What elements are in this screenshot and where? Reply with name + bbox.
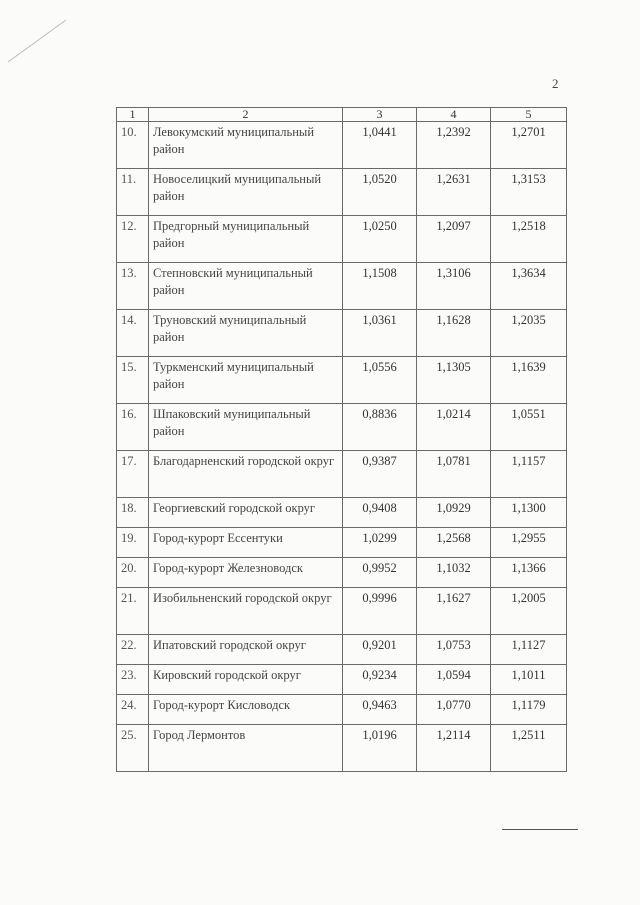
municipality-name: Предгорный муниципальный район (149, 216, 343, 263)
value-col-4: 1,0929 (417, 498, 491, 528)
table-row (117, 310, 567, 357)
table-row (117, 695, 567, 725)
row-number: 20. (117, 558, 149, 588)
value-col-4: 1,0594 (417, 665, 491, 695)
value-col-5: 1,0551 (491, 404, 567, 451)
value-col-4: 1,0770 (417, 695, 491, 725)
municipality-name: Кировский городской округ (149, 665, 343, 695)
municipality-name: Шпаковский муниципальный район (149, 404, 343, 451)
value-col-4: 1,1305 (417, 357, 491, 404)
table-row (117, 216, 567, 263)
value-col-3: 0,9387 (343, 451, 417, 498)
value-col-5: 1,2701 (491, 122, 567, 169)
value-col-4: 1,1032 (417, 558, 491, 588)
row-number: 12. (117, 216, 149, 263)
table-row (117, 588, 567, 635)
municipality-name: Город-курорт Ессентуки (149, 528, 343, 558)
value-col-3: 0,9201 (343, 635, 417, 665)
value-col-5: 1,3153 (491, 169, 567, 216)
row-number: 21. (117, 588, 149, 635)
value-col-3: 0,9952 (343, 558, 417, 588)
municipality-name: Изобильненский городской округ (149, 588, 343, 635)
value-col-4: 1,3106 (417, 263, 491, 310)
municipality-name: Туркменский муниципальный район (149, 357, 343, 404)
header-col-4: 4 (417, 108, 491, 122)
value-col-3: 1,0441 (343, 122, 417, 169)
value-col-4: 1,0781 (417, 451, 491, 498)
value-col-5: 1,1157 (491, 451, 567, 498)
header-col-3: 3 (343, 108, 417, 122)
municipality-name: Георгиевский городской округ (149, 498, 343, 528)
value-col-3: 0,9463 (343, 695, 417, 725)
table-row (117, 558, 567, 588)
table-row (117, 528, 567, 558)
value-col-5: 1,2511 (491, 725, 567, 772)
value-col-3: 0,8836 (343, 404, 417, 451)
value-col-5: 1,1366 (491, 558, 567, 588)
value-col-4: 1,0214 (417, 404, 491, 451)
table-header-row (117, 108, 567, 122)
value-col-3: 1,0299 (343, 528, 417, 558)
page-number: 2 (552, 76, 559, 91)
municipality-name: Город-курорт Кисловодск (149, 695, 343, 725)
value-col-4: 1,1628 (417, 310, 491, 357)
row-number: 10. (117, 122, 149, 169)
value-col-3: 1,0520 (343, 169, 417, 216)
value-col-4: 1,2097 (417, 216, 491, 263)
table-row (117, 498, 567, 528)
value-col-3: 1,0250 (343, 216, 417, 263)
coefficients-table (116, 107, 567, 772)
table-row (117, 725, 567, 772)
row-number: 22. (117, 635, 149, 665)
row-number: 15. (117, 357, 149, 404)
value-col-3: 0,9996 (343, 588, 417, 635)
municipality-name: Город-курорт Железноводск (149, 558, 343, 588)
row-number: 23. (117, 665, 149, 695)
municipality-name: Левокумский муниципальный район (149, 122, 343, 169)
row-number: 16. (117, 404, 149, 451)
value-col-3: 0,9408 (343, 498, 417, 528)
municipality-name: Благодарненский городской округ (149, 451, 343, 498)
value-col-5: 1,2955 (491, 528, 567, 558)
value-col-3: 1,0556 (343, 357, 417, 404)
municipality-name: Ипатовский городской округ (149, 635, 343, 665)
value-col-5: 1,1179 (491, 695, 567, 725)
table-row (117, 635, 567, 665)
value-col-5: 1,1639 (491, 357, 567, 404)
row-number: 14. (117, 310, 149, 357)
row-number: 11. (117, 169, 149, 216)
table-row (117, 451, 567, 498)
table-row (117, 122, 567, 169)
value-col-5: 1,1300 (491, 498, 567, 528)
municipality-name: Труновский муниципальный район (149, 310, 343, 357)
table-row (117, 263, 567, 310)
table-row (117, 357, 567, 404)
value-col-4: 1,2568 (417, 528, 491, 558)
value-col-3: 1,0361 (343, 310, 417, 357)
row-number: 13. (117, 263, 149, 310)
row-number: 17. (117, 451, 149, 498)
municipality-name: Степновский муниципальный район (149, 263, 343, 310)
header-col-2: 2 (149, 108, 343, 122)
scan-artifact-line (0, 0, 80, 80)
signature-line (502, 829, 578, 830)
row-number: 25. (117, 725, 149, 772)
row-number: 19. (117, 528, 149, 558)
value-col-5: 1,2005 (491, 588, 567, 635)
value-col-5: 1,1011 (491, 665, 567, 695)
value-col-3: 1,0196 (343, 725, 417, 772)
value-col-4: 1,1627 (417, 588, 491, 635)
table-row (117, 404, 567, 451)
municipality-name: Новоселицкий муниципальный район (149, 169, 343, 216)
value-col-5: 1,1127 (491, 635, 567, 665)
municipality-name: Город Лермонтов (149, 725, 343, 772)
value-col-4: 1,2631 (417, 169, 491, 216)
value-col-3: 1,1508 (343, 263, 417, 310)
value-col-4: 1,2114 (417, 725, 491, 772)
value-col-5: 1,3634 (491, 263, 567, 310)
row-number: 24. (117, 695, 149, 725)
value-col-3: 0,9234 (343, 665, 417, 695)
row-number: 18. (117, 498, 149, 528)
value-col-4: 1,2392 (417, 122, 491, 169)
table-row (117, 665, 567, 695)
header-col-1: 1 (117, 108, 149, 122)
value-col-4: 1,0753 (417, 635, 491, 665)
table-row (117, 169, 567, 216)
value-col-5: 1,2035 (491, 310, 567, 357)
header-col-5: 5 (491, 108, 567, 122)
value-col-5: 1,2518 (491, 216, 567, 263)
